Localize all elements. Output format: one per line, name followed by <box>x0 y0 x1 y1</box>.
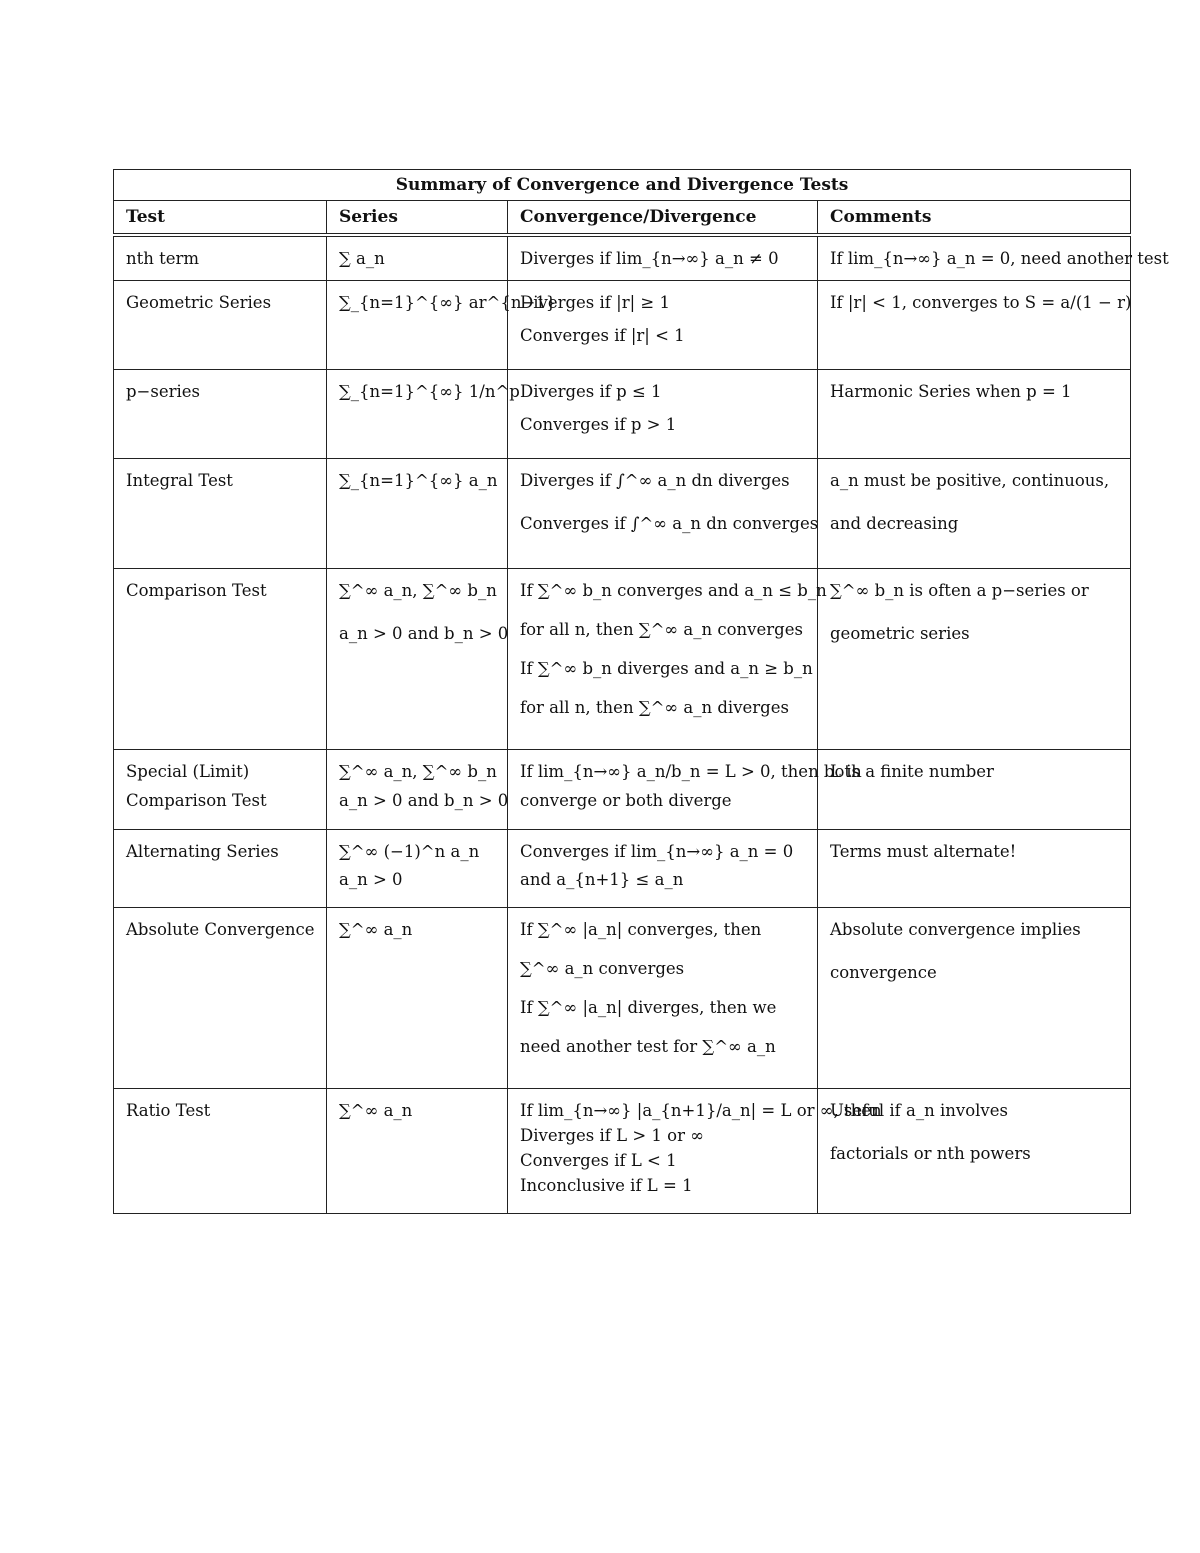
cell-series <box>327 280 557 369</box>
cell-line: geometric series <box>830 623 970 643</box>
table-row <box>114 1088 1131 1213</box>
cell-line: a_n must be positive, continuous, <box>830 470 1110 490</box>
cell-line: nth term <box>126 249 200 268</box>
table-body <box>114 235 1169 1213</box>
cell-series <box>327 369 520 458</box>
table-title: Summary of Convergence and Divergence Tests <box>114 170 1131 201</box>
cell-line: ∑_{n=1}^{∞} 1/n^p <box>339 381 520 401</box>
cell-line: If |r| < 1, converges to S = a/(1 − r) <box>830 292 1132 312</box>
summary-sheet <box>113 169 1169 1214</box>
cell-test <box>114 458 327 568</box>
cell-line: for all n, then ∑^∞ a_n converges <box>520 619 803 639</box>
cell-line: If ∑^∞ |a_n| diverges, then we <box>520 998 777 1017</box>
cell-line: Diverges if lim_{n→∞} a_n ≠ 0 <box>520 249 779 268</box>
cell-convergence <box>508 749 862 829</box>
cell-line: ∑^∞ b_n is often a p−series or <box>830 580 1089 600</box>
cell-series <box>327 749 508 829</box>
cell-line: and decreasing <box>830 513 959 533</box>
cell-series <box>327 568 508 749</box>
cell-comments <box>818 907 1131 1088</box>
cell-line: Diverges if p ≤ 1 <box>520 381 662 401</box>
cell-line: Harmonic Series when p = 1 <box>830 381 1072 401</box>
cell-line: Diverges if ∫^∞ a_n dn diverges <box>520 470 790 490</box>
cell-line: Alternating Series <box>126 841 279 861</box>
cell-line: ∑^∞ a_n converges <box>520 958 685 978</box>
table-row <box>114 749 1131 829</box>
cell-line: ∑ a_n <box>339 249 385 268</box>
cell-series <box>327 458 508 568</box>
cell-line: for all n, then ∑^∞ a_n diverges <box>520 698 789 718</box>
table-row <box>114 568 1131 749</box>
table-row <box>114 280 1131 369</box>
cell-line: Ratio Test <box>126 1100 211 1120</box>
cell-comments <box>818 369 1131 458</box>
cell-comments <box>818 235 1169 280</box>
cell-series <box>327 829 508 907</box>
cell-line: converge or both diverge <box>520 790 732 810</box>
cell-comments <box>818 829 1131 907</box>
cell-convergence <box>508 907 818 1088</box>
cell-comments <box>818 458 1131 568</box>
cell-comments <box>818 749 1131 829</box>
table-row <box>114 369 1131 458</box>
header-convergence: Convergence/Divergence <box>508 201 818 236</box>
table-row <box>114 458 1131 568</box>
cell-convergence <box>508 829 818 907</box>
table-row <box>114 235 1131 280</box>
cell-line: L is a finite number <box>830 761 994 781</box>
cell-test <box>114 907 327 1088</box>
cell-line: Geometric Series <box>126 292 272 312</box>
cell-line: Comparison Test <box>126 580 267 600</box>
cell-test <box>114 568 327 749</box>
cell-line: factorials or nth powers <box>830 1143 1031 1163</box>
cell-line: If ∑^∞ b_n converges and a_n ≤ b_n <box>520 580 827 600</box>
cell-line: Inconclusive if L = 1 <box>520 1176 693 1196</box>
cell-line: Diverges if L > 1 or ∞ <box>520 1125 704 1145</box>
cell-line: Absolute convergence implies <box>830 919 1081 939</box>
cell-test <box>114 829 327 907</box>
cell-line: Converges if p > 1 <box>520 415 677 434</box>
cell-line: If ∑^∞ b_n diverges and a_n ≥ b_n <box>520 659 813 678</box>
cell-comments <box>818 280 1131 369</box>
cell-series <box>327 235 508 280</box>
cell-line: Absolute Convergence <box>126 919 315 939</box>
cell-convergence <box>508 568 827 749</box>
cell-test <box>114 235 327 280</box>
cell-convergence <box>508 235 818 280</box>
cell-convergence <box>508 280 818 369</box>
cell-convergence <box>508 369 818 458</box>
cell-line: ∑_{n=1}^{∞} a_n <box>339 470 498 490</box>
cell-series <box>327 1088 508 1213</box>
cell-line: If ∑^∞ |a_n| converges, then <box>520 919 762 939</box>
cell-line: convergence <box>830 962 937 982</box>
cell-line: a_n > 0 and b_n > 0 <box>339 790 509 810</box>
cell-line: If lim_{n→∞} |a_{n+1}/a_n| = L or ∞, then <box>520 1100 882 1120</box>
cell-line: ∑^∞ a_n, ∑^∞ b_n <box>339 580 497 600</box>
cell-line: If lim_{n→∞} a_n/b_n = L > 0, then both <box>520 761 862 781</box>
cell-line: ∑^∞ a_n <box>339 919 413 939</box>
cell-line: p−series <box>126 381 201 401</box>
header-series: Series <box>327 201 508 236</box>
cell-test <box>114 369 327 458</box>
cell-test <box>114 1088 327 1213</box>
cell-comments <box>818 1088 1131 1213</box>
cell-line: Converges if |r| < 1 <box>520 326 685 345</box>
cell-series <box>327 907 508 1088</box>
cell-line: Converges if ∫^∞ a_n dn converges <box>520 513 819 533</box>
cell-convergence <box>508 458 818 568</box>
cell-convergence <box>508 1088 882 1213</box>
cell-line: ∑^∞ (−1)^n a_n <box>339 841 480 861</box>
cell-line: Converges if lim_{n→∞} a_n = 0 <box>520 841 794 861</box>
cell-line: a_n > 0 and b_n > 0 <box>339 623 509 643</box>
cell-line: need another test for ∑^∞ a_n <box>520 1037 776 1057</box>
cell-comments <box>818 568 1131 749</box>
cell-test <box>114 280 327 369</box>
cell-line: ∑_{n=1}^{∞} ar^{n−1} <box>339 292 557 312</box>
cell-line: ∑^∞ a_n, ∑^∞ b_n <box>339 761 497 781</box>
cell-line: Useful if a_n involves <box>830 1100 1008 1120</box>
table-row <box>114 829 1131 907</box>
cell-line: If lim_{n→∞} a_n = 0, need another test <box>830 249 1169 268</box>
header-test: Test <box>114 201 327 236</box>
cell-line: Comparison Test <box>126 790 267 810</box>
cell-line: Special (Limit) <box>126 761 250 781</box>
table-row <box>114 907 1131 1088</box>
cell-line: Diverges if |r| ≥ 1 <box>520 292 670 312</box>
cell-test <box>114 749 327 829</box>
cell-line: Integral Test <box>126 470 233 490</box>
cell-line: ∑^∞ a_n <box>339 1100 413 1120</box>
convergence-tests-table <box>113 169 1169 1214</box>
cell-line: Terms must alternate! <box>830 841 1017 861</box>
cell-line: and a_{n+1} ≤ a_n <box>520 869 684 889</box>
cell-line: a_n > 0 <box>339 869 403 889</box>
header-comments: Comments <box>818 201 1131 236</box>
cell-line: Converges if L < 1 <box>520 1151 677 1170</box>
